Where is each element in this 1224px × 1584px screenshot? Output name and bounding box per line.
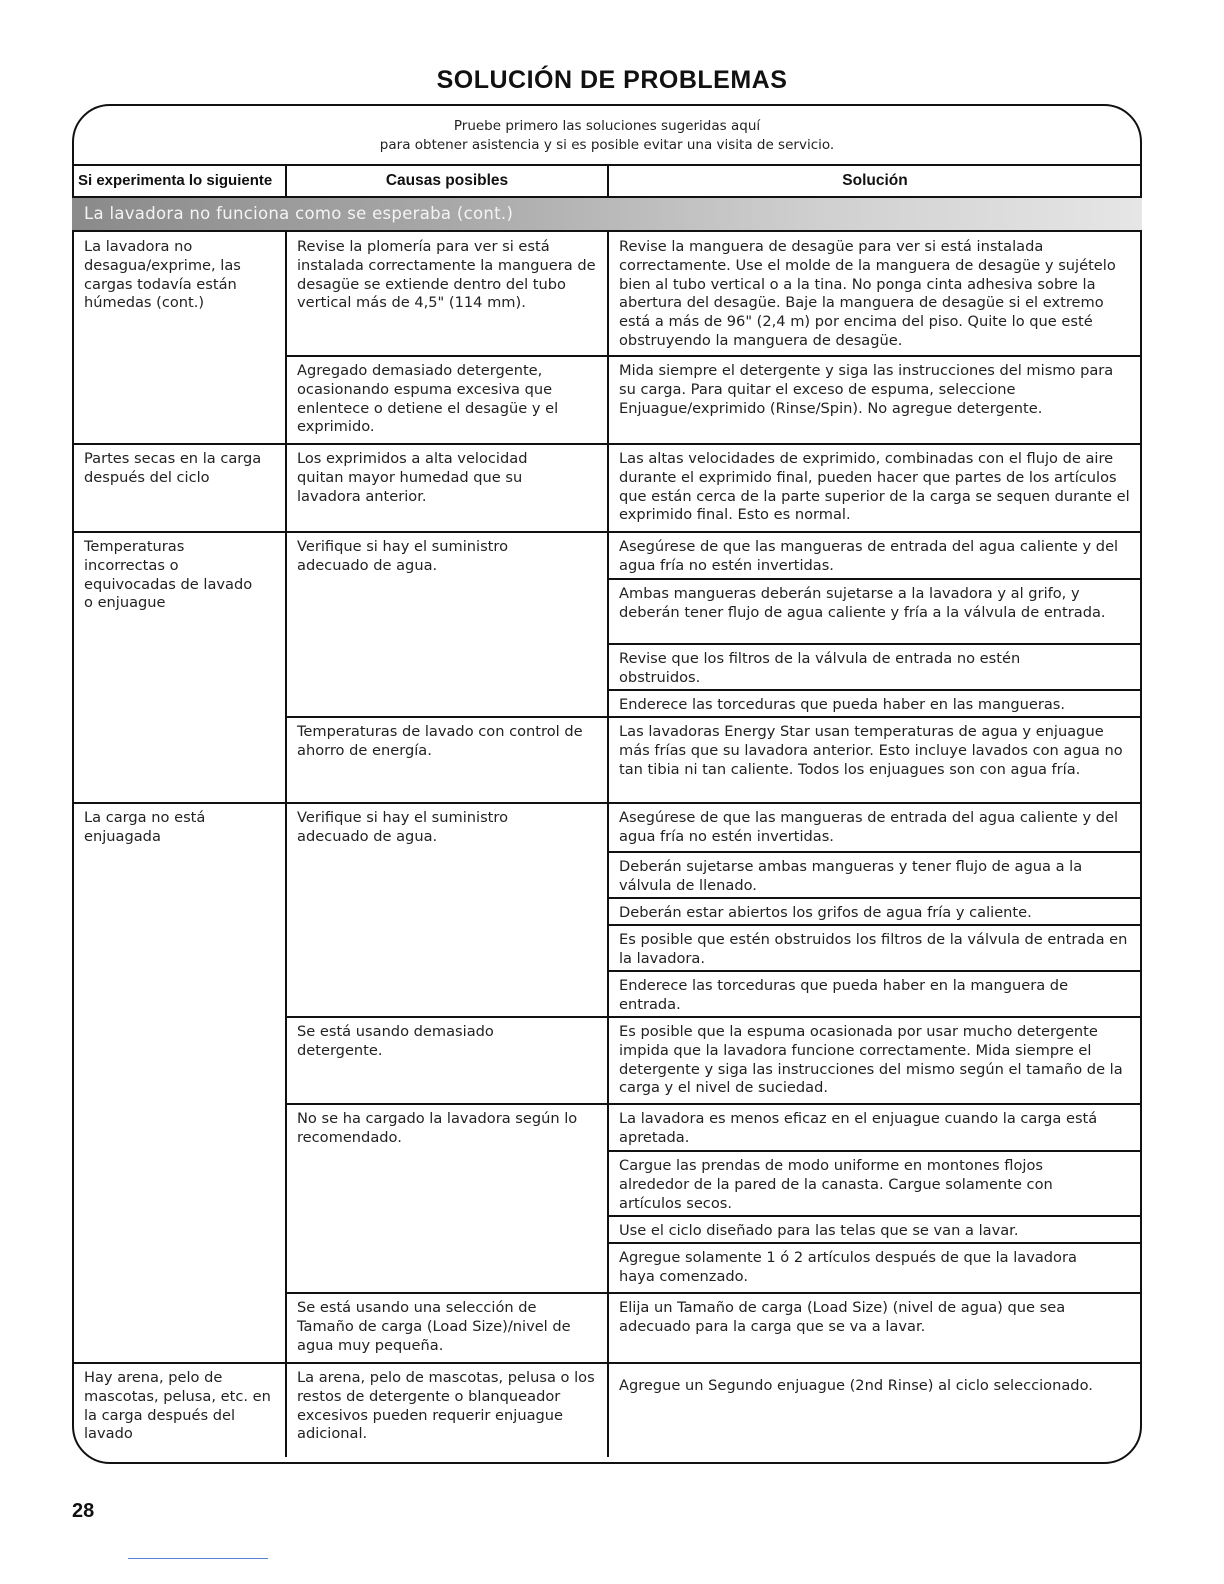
solution-cell: Asegúrese de que las mangueras de entrada del agua caliente y del agua fría no estén invertidas.	[619, 538, 1119, 574]
page-number: 28	[72, 1500, 95, 1522]
cause-cell: Verifique si hay el suministro adecuado de agua.	[297, 809, 509, 845]
solution-cell: Deberán sujetarse ambas mangueras y tener flujo de agua a la válvula de llenado.	[619, 858, 1083, 894]
solution-cell: Las altas velocidades de exprimido, combinadas con el flujo de aire durante el exprimido final, pueden hacer que partes de los artículos que están cerca de la parte superior de la carga se sequen durante el exprimido final. Esto es normal.	[619, 450, 1130, 524]
section-header-label: La lavadora no funciona como se esperaba (cont.)	[84, 204, 514, 223]
page-title: SOLUCIÓN DE PROBLEMAS	[436, 66, 788, 94]
symptom-cell: La lavadora no desagua/exprime, las cargas todavía están húmedas (cont.)	[84, 238, 241, 312]
solution-cell: Use el ciclo diseñado para las telas que se van a lavar.	[619, 1222, 1019, 1239]
symptom-cell: Hay arena, pelo de mascotas, pelusa, etc. en la carga después del lavado	[84, 1369, 271, 1443]
symptom-cell: Temperaturas incorrectas o equivocadas de lavado o enjuague	[84, 538, 253, 612]
cause-cell: No se ha cargado la lavadora según lo recomendado.	[297, 1110, 578, 1146]
symptom-cell: La carga no está enjuagada	[84, 809, 206, 845]
cause-cell: Verifique si hay el suministro adecuado de agua.	[297, 538, 509, 574]
solution-cell: Asegúrese de que las mangueras de entrada del agua caliente y del agua fría no estén invertidas.	[619, 809, 1119, 845]
solution-cell: Agregue un Segundo enjuague (2nd Rinse) al ciclo seleccionado.	[619, 1377, 1093, 1394]
header-solution: Solución	[842, 172, 908, 189]
solution-cell: Ambas mangueras deberán sujetarse a la lavadora y al grifo, y deberán tener flujo de agua caliente y fría a la válvula de entrada.	[619, 585, 1106, 621]
cause-cell: La arena, pelo de mascotas, pelusa o los restos de detergente o blanqueador excesivos pueden requerir enjuague adicional.	[297, 1369, 595, 1443]
solution-cell: Mida siempre el detergente y siga las instrucciones del mismo para su carga. Para quitar el exceso de espuma, seleccione Enjuague/exprimido (Rinse/Spin). No agregue detergente.	[619, 362, 1114, 417]
section-header	[72, 198, 1142, 232]
solution-cell: Revise la manguera de desagüe para ver si está instalada correctamente. Use el molde de la manguera de desagüe y sujételo bien al tubo vertical o a la tina. No ponga cinta adhesiva sobre la abertura del desagüe. Baje la manguera de desagüe si el extremo está a más de 96" (2,4 m) por encima del piso. Quite lo que esté obstruyendo la manguera de desagüe.	[619, 238, 1116, 349]
header-symptom: Si experimenta lo siguiente	[78, 172, 273, 189]
intro-line-1: Pruebe primero las soluciones sugeridas aquí	[453, 118, 761, 134]
cause-cell: Revise la plomería para ver si está instalada correctamente la manguera de desagüe se extiende dentro del tubo vertical más de 4,5" (114 mm).	[297, 238, 596, 312]
footer-rule	[128, 1558, 268, 1559]
solution-cell: Es posible que la espuma ocasionada por usar mucho detergente impida que la lavadora funcione correctamente. Mida siempre el detergente y siga las instrucciones del mismo según el tamaño de la carga y el nivel de suciedad.	[619, 1023, 1123, 1097]
cause-cell: Los exprimidos a alta velocidad quitan mayor humedad que su lavadora anterior.	[297, 450, 528, 505]
solution-cell: Deberán estar abiertos los grifos de agua fría y caliente.	[619, 904, 1032, 921]
header-causes: Causas posibles	[385, 172, 509, 189]
solution-cell: Elija un Tamaño de carga (Load Size) (nivel de agua) que sea adecuado para la carga que se va a lavar.	[619, 1299, 1066, 1335]
solution-cell: Enderece las torceduras que pueda haber en las mangueras.	[619, 696, 1066, 713]
solution-cell: Es posible que estén obstruidos los filtros de la válvula de entrada en la lavadora.	[619, 931, 1128, 967]
cause-cell: Se está usando demasiado detergente.	[297, 1023, 494, 1059]
solution-cell: Revise que los filtros de la válvula de entrada no estén obstruidos.	[619, 650, 1021, 686]
column-divider	[607, 164, 609, 198]
intro-text	[72, 117, 1142, 155]
solution-cell: Cargue las prendas de modo uniforme en montones flojos alrededor de la pared de la canasta. Cargue solamente con artículos secos.	[619, 1157, 1053, 1212]
solution-cell: Enderece las torceduras que pueda haber en la manguera de entrada.	[619, 977, 1069, 1013]
symptom-cell: Partes secas en la carga después del ciclo	[84, 450, 262, 486]
cause-cell: Se está usando una selección de Tamaño de carga (Load Size)/nivel de agua muy pequeña.	[297, 1299, 571, 1354]
solution-cell: Las lavadoras Energy Star usan temperaturas de agua y enjuague más frías que su lavadora anterior. Esto incluye lavados con agua no tan tibia ni tan caliente. Todos los enjuagues son con agua fría.	[619, 723, 1123, 778]
column-divider	[285, 164, 287, 198]
cause-cell: Temperaturas de lavado con control de ahorro de energía.	[297, 723, 583, 759]
cause-cell: Agregado demasiado detergente, ocasionando espuma excesiva que enlentece o detiene el desagüe y el exprimido.	[297, 362, 559, 436]
solution-cell: La lavadora es menos eficaz en el enjuague cuando la carga está apretada.	[619, 1110, 1098, 1146]
solution-cell: Agregue solamente 1 ó 2 artículos después de que la lavadora haya comenzado.	[619, 1249, 1077, 1285]
intro-line-2: para obtener asistencia y si es posible evitar una visita de servicio.	[379, 137, 835, 153]
